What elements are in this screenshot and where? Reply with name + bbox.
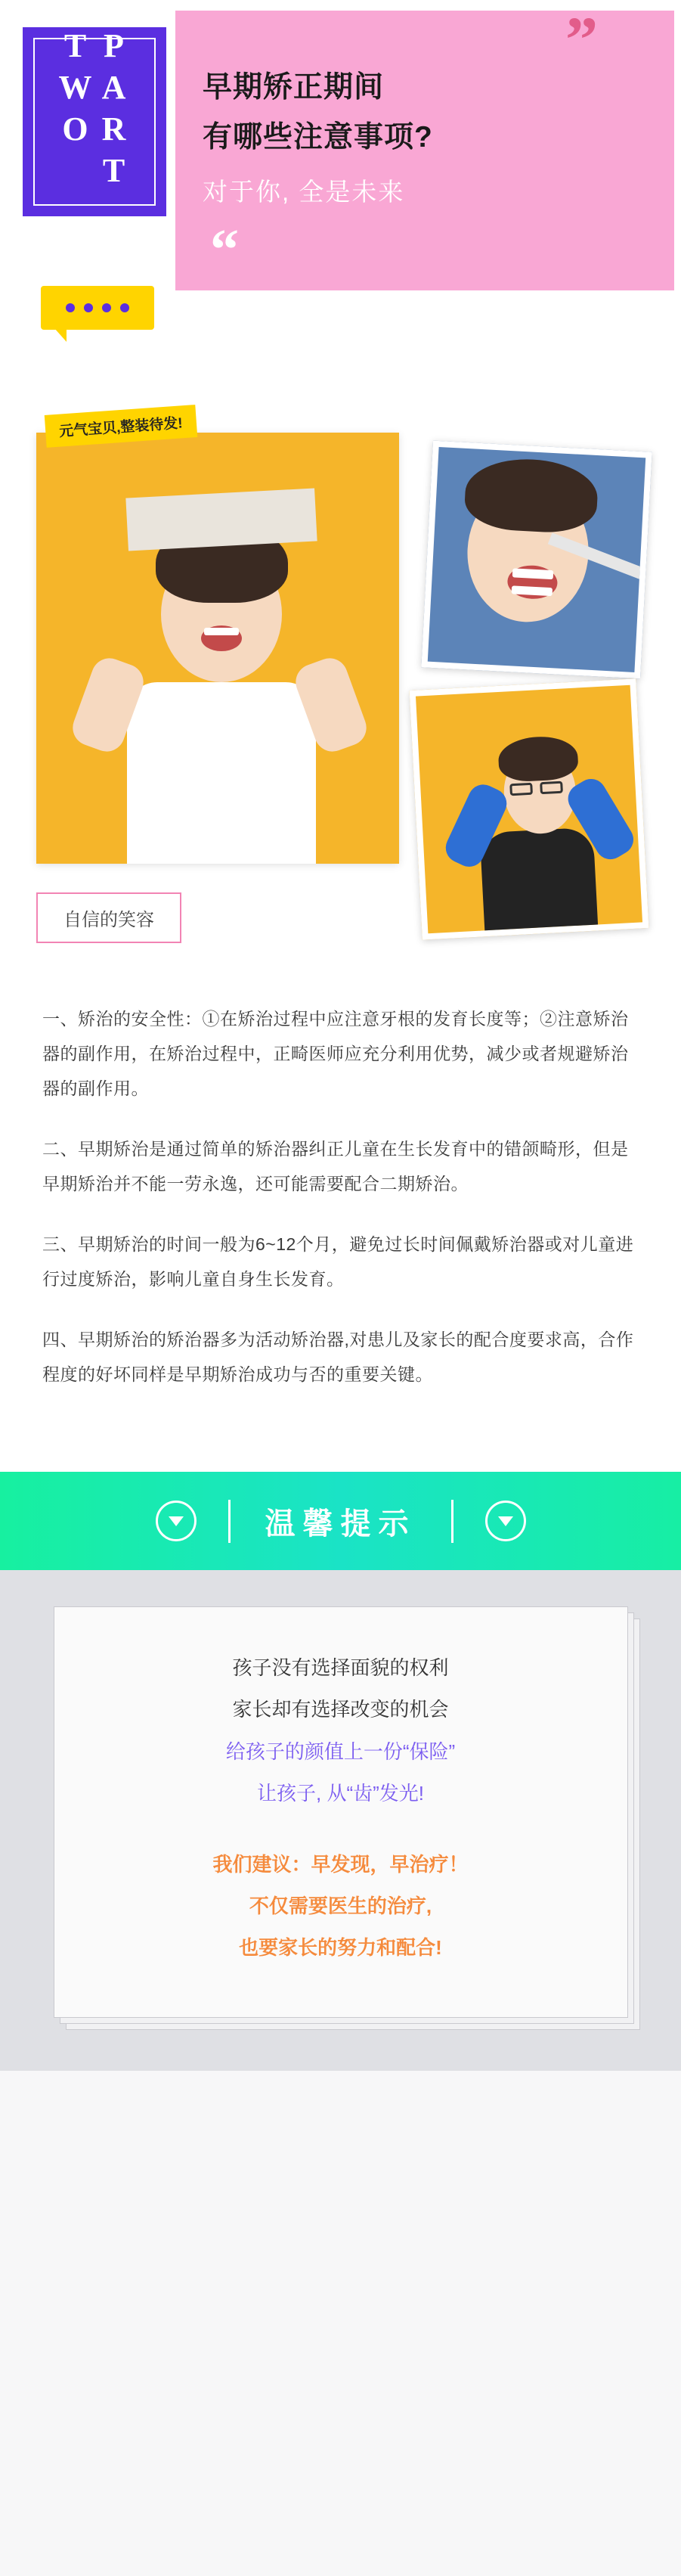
photo-caption: 自信的笑容 (36, 892, 181, 943)
body-paragraph: 四、早期矫治的矫治器多为活动矫治器,对患儿及家长的配合度要求高，合作程度的好坏同样是早期矫治成功与否的重要关键。 (42, 1330, 634, 1384)
tips-line: 让孩子, 从“齿”发光! (257, 1782, 424, 1805)
quote-mark-icon: ” (565, 3, 598, 76)
article-body (0, 976, 681, 1472)
header-subtitle: 对于你, 全是未来 (203, 178, 405, 206)
photo-tag-label: 元气宝贝,整装待发! (45, 405, 197, 448)
tips-recommend-line: 不仅需要医生的治疗, (249, 1894, 432, 1917)
tips-line: 给孩子的颜值上一份“保险” (225, 1740, 456, 1763)
tips-line: 家长却有选择改变的机会 (232, 1698, 449, 1721)
speech-bubble-icon (41, 286, 154, 330)
tips-card-stack (54, 1606, 628, 2018)
header-title-line-2: 有哪些注意事项? (203, 121, 433, 154)
chevron-down-icon-right (485, 1501, 526, 1541)
spacer (85, 1817, 597, 1846)
body-paragraph: 三、早期矫治的时间一般为6~12个月，避免过长时间佩戴矫治器或对儿童进行过度矫治，影响儿童自身生长发育。 (42, 1234, 634, 1289)
tips-line: 孩子没有选择面貌的权利 (232, 1656, 449, 1679)
part-label-box (23, 27, 166, 216)
body-paragraph: 二、早期矫治是通过简单的矫治器纠正儿童在生长发育中的错颌畸形，但是早期矫治并不能一劳永逸，还可能需要配合二期矫治。 (42, 1139, 629, 1193)
quote-mark-secondary-icon: “ (210, 218, 239, 281)
bubble-dots-icon (41, 286, 154, 330)
tips-recommend-line: 也要家长的努力和配合! (239, 1936, 442, 1960)
chevron-down-icon-left (156, 1501, 197, 1541)
tips-recommend-line: 我们建议：早发现，早治疗！ (212, 1852, 469, 1876)
header-section (0, 0, 681, 393)
photo-dental-check (421, 441, 652, 679)
tips-section (0, 1570, 681, 2071)
photo-boy-arms-up (410, 678, 649, 939)
body-paragraph: 一、矫治的安全性：①在矫治过程中应注意牙根的发育长度等；②注意矫治器的副作用，在矫治过程中，正畸医师应充分利用优势，减少或者规避矫治器的副作用。 (42, 1009, 629, 1098)
photo-section (0, 393, 681, 976)
tips-card (54, 1606, 628, 2018)
photo-main-boy (36, 433, 399, 864)
part-label-text: PART TWO (57, 27, 132, 194)
tips-banner-title: 温馨提示 (228, 1500, 453, 1543)
header-title-line-1: 早期矫正期间 (203, 71, 385, 104)
tips-banner (0, 1472, 681, 1570)
